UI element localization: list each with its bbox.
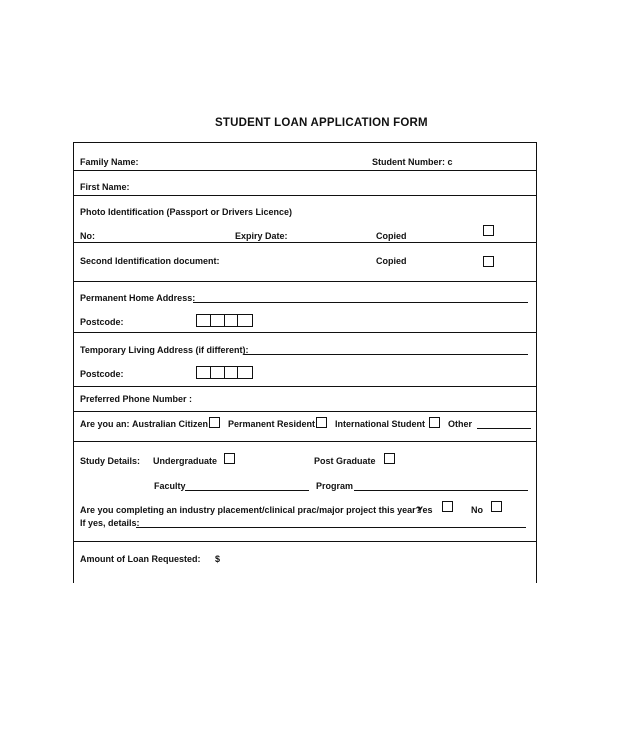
permanent-address-line[interactable]	[193, 302, 528, 303]
international-student-label: International Student	[335, 419, 425, 429]
temporary-address-label: Temporary Living Address (if different):	[80, 345, 249, 355]
if-yes-details-label: If yes, details:	[80, 518, 140, 528]
faculty-line[interactable]	[185, 490, 309, 491]
row-divider	[74, 170, 536, 171]
copied-label: Copied	[376, 256, 407, 266]
details-line[interactable]	[136, 527, 526, 528]
study-details-label: Study Details:	[80, 456, 141, 466]
row-divider	[74, 441, 536, 442]
other-label: Other	[448, 419, 473, 429]
phone-label: Preferred Phone Number :	[80, 394, 193, 404]
yes-label: Yes	[417, 505, 433, 515]
copied-label: Copied	[376, 231, 407, 241]
postgraduate-label: Post Graduate	[314, 456, 376, 466]
permanent-address-label: Permanent Home Address:	[80, 293, 196, 303]
other-line[interactable]	[477, 428, 531, 429]
second-copied-checkbox[interactable]	[483, 256, 494, 267]
application-form	[73, 142, 537, 583]
row-divider	[74, 541, 536, 542]
postcode-label: Postcode:	[80, 369, 124, 379]
form-title: STUDENT LOAN APPLICATION FORM	[215, 117, 428, 129]
postcode-boxes[interactable]	[196, 366, 253, 379]
australian-citizen-label: Australian Citizen	[132, 419, 209, 429]
permanent-resident-checkbox[interactable]	[316, 417, 327, 428]
faculty-label: Faculty	[154, 481, 186, 491]
family-name-label: Family Name:	[80, 157, 139, 167]
copied-checkbox[interactable]	[483, 225, 494, 236]
no-checkbox[interactable]	[491, 501, 502, 512]
program-label: Program	[316, 481, 354, 491]
photo-id-label: Photo Identification (Passport or Drivers Licence)	[80, 207, 293, 217]
student-number-label: Student Number: c	[372, 157, 453, 167]
permanent-resident-label: Permanent Resident	[228, 419, 316, 429]
undergraduate-checkbox[interactable]	[224, 453, 235, 464]
postcode-label: Postcode:	[80, 317, 124, 327]
row-divider	[74, 411, 536, 412]
international-student-checkbox[interactable]	[429, 417, 440, 428]
second-id-label: Second Identification document:	[80, 256, 220, 266]
temporary-address-line[interactable]	[244, 354, 528, 355]
australian-citizen-checkbox[interactable]	[209, 417, 220, 428]
placement-question: Are you completing an industry placement/clinical prac/major project this year?	[80, 505, 422, 515]
row-divider	[74, 195, 536, 196]
postcode-boxes[interactable]	[196, 314, 253, 327]
id-number-label: No:	[80, 231, 95, 241]
undergraduate-label: Undergraduate	[153, 456, 218, 466]
row-divider	[74, 242, 536, 243]
yes-checkbox[interactable]	[442, 501, 453, 512]
currency-symbol: $	[215, 554, 221, 564]
postgraduate-checkbox[interactable]	[384, 453, 395, 464]
program-line[interactable]	[354, 490, 528, 491]
expiry-date-label: Expiry Date:	[235, 231, 288, 241]
row-divider	[74, 281, 536, 282]
are-you-label: Are you an:	[80, 419, 130, 429]
loan-amount-label: Amount of Loan Requested:	[80, 554, 201, 564]
first-name-label: First Name:	[80, 182, 130, 192]
no-label: No	[471, 505, 483, 515]
row-divider	[74, 386, 536, 387]
row-divider	[74, 332, 536, 333]
